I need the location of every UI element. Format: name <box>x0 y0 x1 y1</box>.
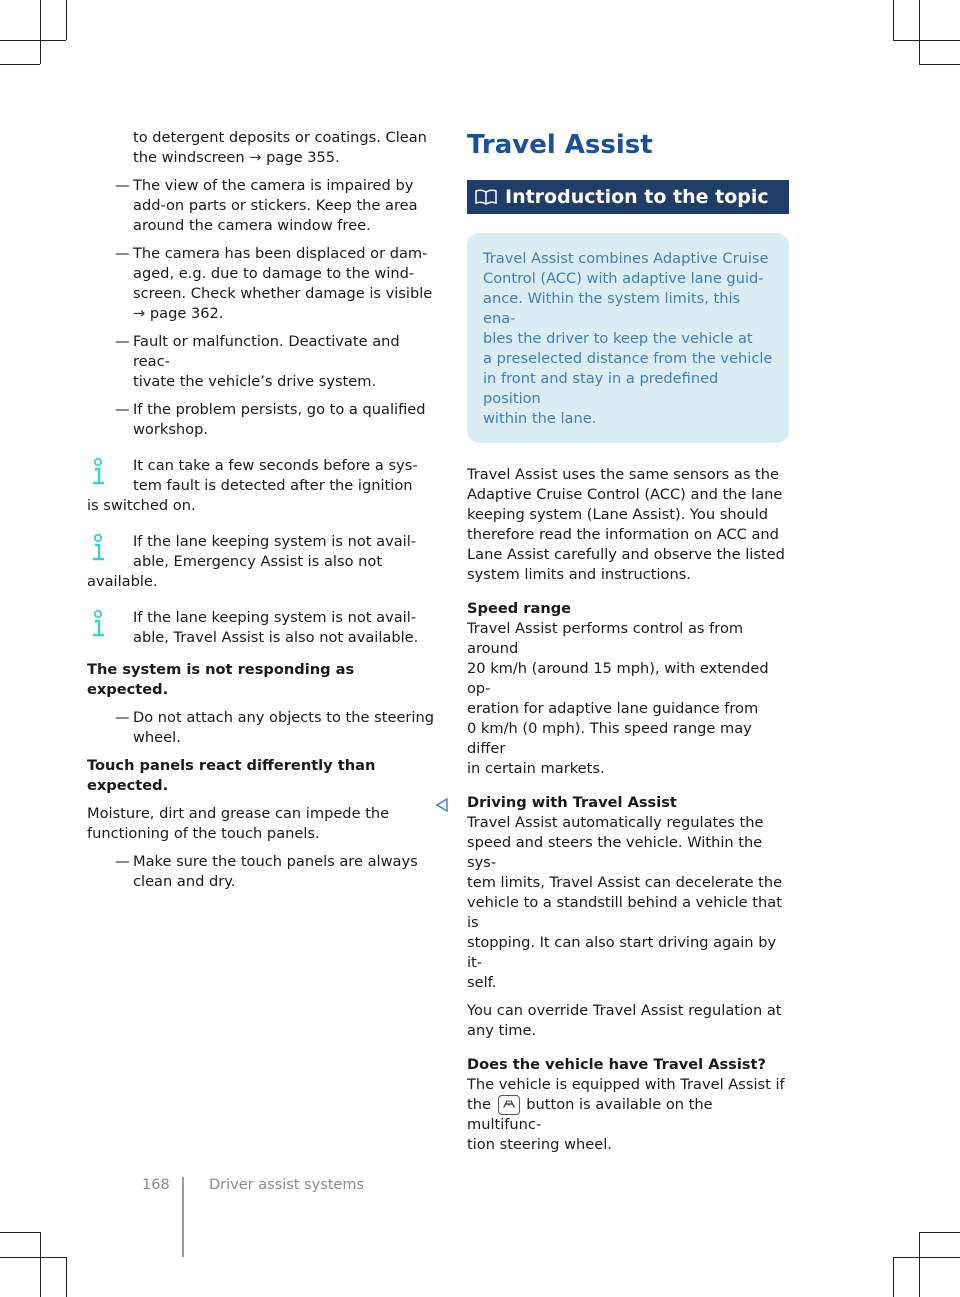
info-note: If the lane keeping system is not avail- able, Travel Assist is also not available. <box>87 608 438 648</box>
paragraph: Travel Assist performs control as from around 20 km/h (around 15 mph), with extended op- eration for adaptive lane guidance from 0 km/h (0 mph). This speed range may differ in certain markets. <box>467 620 769 777</box>
dash-bullet: — <box>115 245 130 262</box>
dash-bullet: — <box>115 401 130 418</box>
right-column <box>467 130 789 1163</box>
list-item: — Fault or malfunction. Deactivate and reac- tivate the vehicle’s drive system. <box>115 333 400 390</box>
section-heading: Touch panels react differently than expected. <box>87 757 376 794</box>
crop-mark <box>919 1232 920 1297</box>
dash-bullet: — <box>115 853 130 870</box>
list-item: — Do not attach any objects to the steering wheel. <box>115 709 434 746</box>
crop-mark <box>0 1257 66 1258</box>
crop-mark <box>919 1232 960 1233</box>
crop-mark <box>40 0 41 64</box>
dash-bullet: — <box>115 709 130 726</box>
crop-mark <box>893 40 960 41</box>
crop-mark <box>893 1257 894 1297</box>
end-of-section-triangle-icon <box>436 798 448 812</box>
list-item: — Make sure the touch panels are always clean and dry. <box>115 853 418 890</box>
crop-mark <box>66 0 67 40</box>
info-icon <box>90 610 106 640</box>
page-reference[interactable]: page 355. <box>266 149 340 166</box>
info-icon <box>90 458 106 488</box>
dash-bullet: — <box>115 177 130 194</box>
crop-mark <box>40 1232 41 1297</box>
page-reference[interactable]: page 362. <box>149 305 224 322</box>
dash-bullet: — <box>115 333 130 350</box>
list-item: — The camera has been displaced or dam- aged, e.g. due to damage to the wind- screen. Check whether damage is visible → page 362. <box>115 245 433 322</box>
crop-mark <box>893 1257 960 1258</box>
crop-mark <box>893 0 894 40</box>
arrow-right-icon: → <box>133 305 146 322</box>
travel-assist-button-icon <box>498 1095 520 1115</box>
info-note: If the lane keeping system is not avail- able, Emergency Assist is also not available. <box>87 533 417 590</box>
topic-bar: Introduction to the topic <box>467 180 789 214</box>
crop-mark <box>919 0 920 64</box>
page-title: Travel Assist <box>467 130 653 160</box>
intro-box: Travel Assist combines Adaptive Cruise Control (ACC) with adaptive lane guid- ance. Within the system limits, this ena- bles the driver to keep the vehicle at a preselected distance from the vehicle in front and stay in a predefined position within the lane. <box>467 233 789 443</box>
section-heading: Speed range <box>467 600 572 617</box>
section-heading: Does the vehicle have Travel Assist? <box>467 1056 767 1073</box>
paragraph: Travel Assist uses the same sensors as the Adaptive Cruise Control (ACC) and the lane keeping system (Lane Assist). You should therefore read the information on ACC and Lane Assist carefully and observe the listed system limits and instructions. <box>467 466 785 583</box>
info-icon <box>90 534 106 564</box>
list-item: — The view of the camera is impaired by add-on parts or stickers. Keep the area around the camera window free. <box>115 177 418 234</box>
info-note: It can take a few seconds before a sys- tem fault is detected after the ignition is switched on. <box>87 457 418 514</box>
crop-mark <box>919 64 960 65</box>
crop-mark <box>66 1257 67 1297</box>
book-icon <box>475 189 497 205</box>
paragraph: You can override Travel Assist regulation at any time. <box>467 1002 782 1039</box>
crop-mark <box>0 1232 40 1233</box>
paragraph: Travel Assist automatically regulates the speed and steers the vehicle. Within the sys- tem limits, Travel Assist can decelerate the vehicle to a standstill behind a vehicle that is stopping. It can also start driving again by it- self. <box>467 814 783 991</box>
footer-divider <box>182 1177 184 1257</box>
page-number: 168 <box>142 1177 170 1193</box>
paragraph: to detergent deposits or coatings. Clean the windscreen → page 355. <box>133 129 427 166</box>
paragraph: The vehicle is equipped with Travel Assist if the button is available on the multifunc- tion steering wheel. <box>467 1076 785 1153</box>
section-heading: Driving with Travel Assist <box>467 794 677 811</box>
list-item: — If the problem persists, go to a qualified workshop. <box>115 401 426 438</box>
crop-mark <box>0 40 66 41</box>
arrow-right-icon: → <box>249 149 262 166</box>
left-column <box>87 128 438 900</box>
section-heading: The system is not responding as expected. <box>87 661 355 698</box>
paragraph: Moisture, dirt and grease can impede the functioning of the touch panels. <box>87 805 390 842</box>
section-name: Driver assist systems <box>209 1177 365 1193</box>
crop-mark <box>0 64 40 65</box>
